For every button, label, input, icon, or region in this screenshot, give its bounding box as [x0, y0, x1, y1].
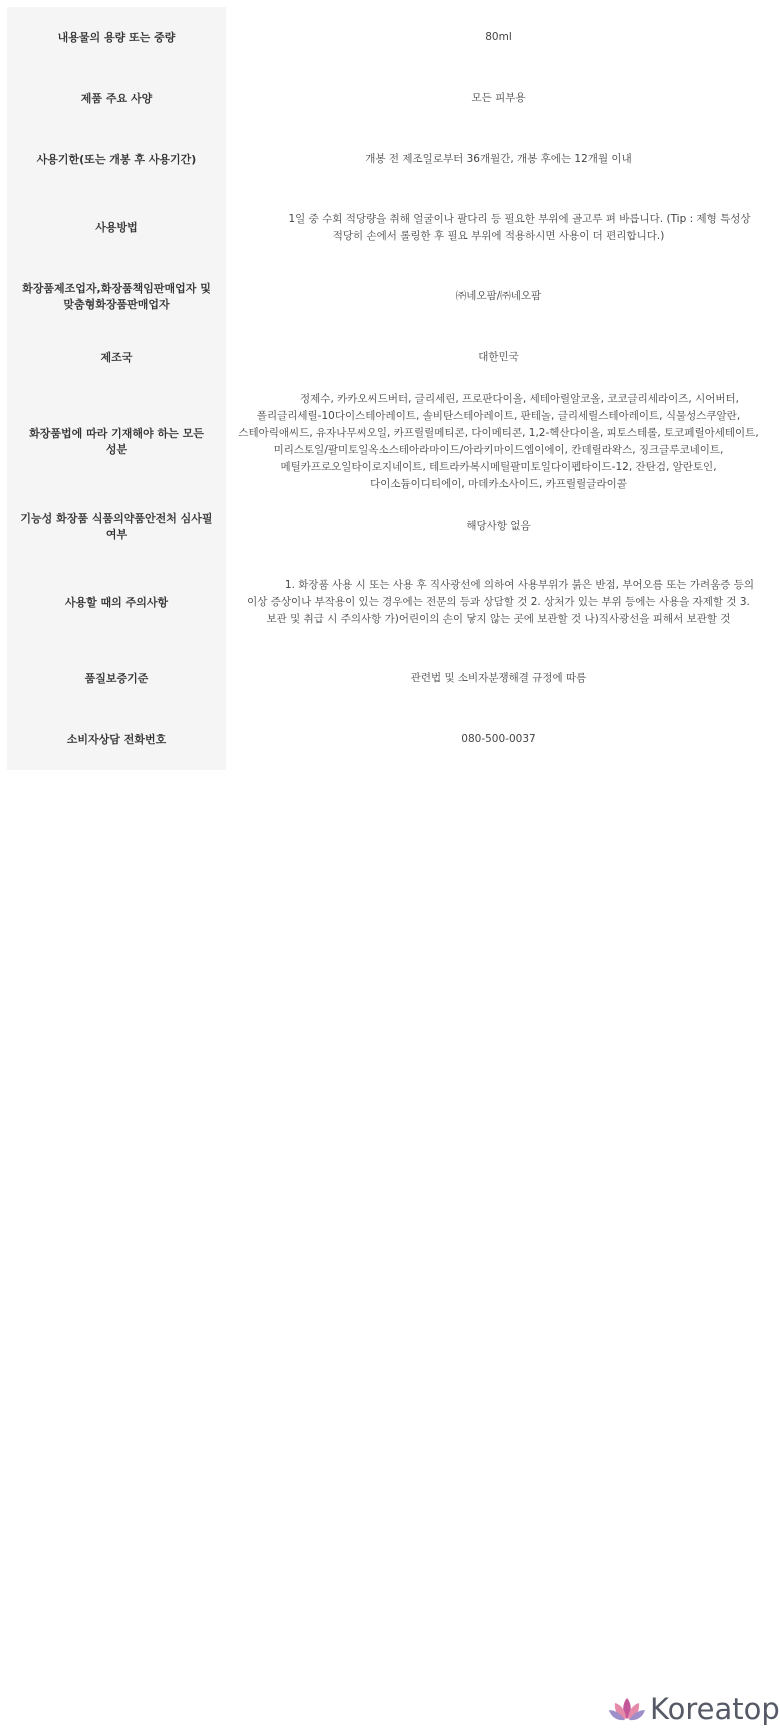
table-row [7, 266, 773, 327]
product-info-table [7, 7, 773, 770]
row-label: 제조국 [7, 327, 226, 388]
row-label: 소비자상담 전화번호 [7, 709, 226, 770]
table-row [7, 648, 773, 709]
row-label: 내용물의 용량 또는 중량 [7, 7, 226, 68]
row-label: 품질보증기준 [7, 648, 226, 709]
table-row [7, 388, 773, 496]
row-value: 해당사항 없음 [466, 520, 531, 532]
row-value: 정제수, 카카오씨드버터, 글리세린, 프로판다이올, 세테아릴알코올, 코코글리세라이즈, 시어버터, 폴리글리세릴-10다이스테아레이트, 솔비탄스테아레이트, 판테놀, 글리세릴스테아레이트, 식물성스쿠알란, 스테아릭애씨드, 유자나무씨오일, 카프릴릴메티콘, 다이메티콘, 1,2-헥산다이올, 피토스테롤, 토코페릴아세테이트, 미리스토일/팔미토일옥소스테아라마이드/아라키마이드엠이에이, 칸데릴라왁스, 징크글루코네이트, 메틸카프로오일타이로지네이트, 테트라카복시메틸팔미토일다이펩타이드-12, 잔탄검, 알란토인, 다이소듐이디티에이, 마데카소사이드, 카프릴릴글라이콜 [238, 393, 759, 490]
row-value: 대한민국 [478, 351, 519, 363]
table-row [7, 496, 773, 557]
row-label: 제품 주요 사양 [7, 68, 226, 129]
row-label: 화장품제조업자,화장품책임판매업자 및 맞춤형화장품판매업자 [7, 266, 226, 327]
row-value: 1일 중 수회 적당량을 취해 얼굴이나 팔다리 등 필요한 부위에 골고루 펴 바릅니다. (Tip : 제형 특성상 적당히 손에서 롤링한 후 필요 부위에 적용하시면 사용이 더 편리합니다.) [288, 213, 751, 242]
row-label: 사용할 때의 주의사항 [7, 557, 226, 648]
table-row [7, 7, 773, 68]
table-row [7, 557, 773, 648]
row-value: ㈜네오팜/㈜네오팜 [455, 290, 542, 302]
brand-name: Koreatop [650, 1692, 780, 1726]
row-label: 사용기한(또는 개봉 후 사용기간) [7, 129, 226, 190]
koreatop-logo [607, 1690, 780, 1728]
row-label: 화장품법에 따라 기재해야 하는 모든 성분 [7, 388, 226, 496]
table-row [7, 129, 773, 190]
table-row [7, 709, 773, 770]
row-value: 1. 화장품 사용 시 또는 사용 후 직사광선에 의하여 사용부위가 붉은 반점, 부어오름 또는 가려움증 등의 이상 증상이나 부작용이 있는 경우에는 전문의 등과 상담할 것 2. 상처가 있는 부위 등에는 사용을 자제할 것 3. 보관 및 취급 시 주의사항 가)어린이의 손이 닿지 않는 곳에 보관할 것 나)직사광선을 피해서 보관할 것 [247, 579, 755, 625]
table-row [7, 68, 773, 129]
table-row [7, 327, 773, 388]
row-value: 모든 피부용 [471, 92, 526, 104]
row-value: 개봉 전 제조일로부터 36개월간, 개봉 후에는 12개월 이내 [365, 153, 632, 165]
row-label: 기능성 화장품 식품의약품안전처 심사필 여부 [7, 496, 226, 557]
row-value: 080-500-0037 [461, 733, 536, 745]
row-label: 사용방법 [7, 190, 226, 266]
lotus-icon [607, 1694, 647, 1724]
row-value: 80ml [485, 31, 512, 43]
table-row [7, 190, 773, 266]
row-value: 관련법 및 소비자분쟁해결 규정에 따름 [410, 672, 587, 684]
